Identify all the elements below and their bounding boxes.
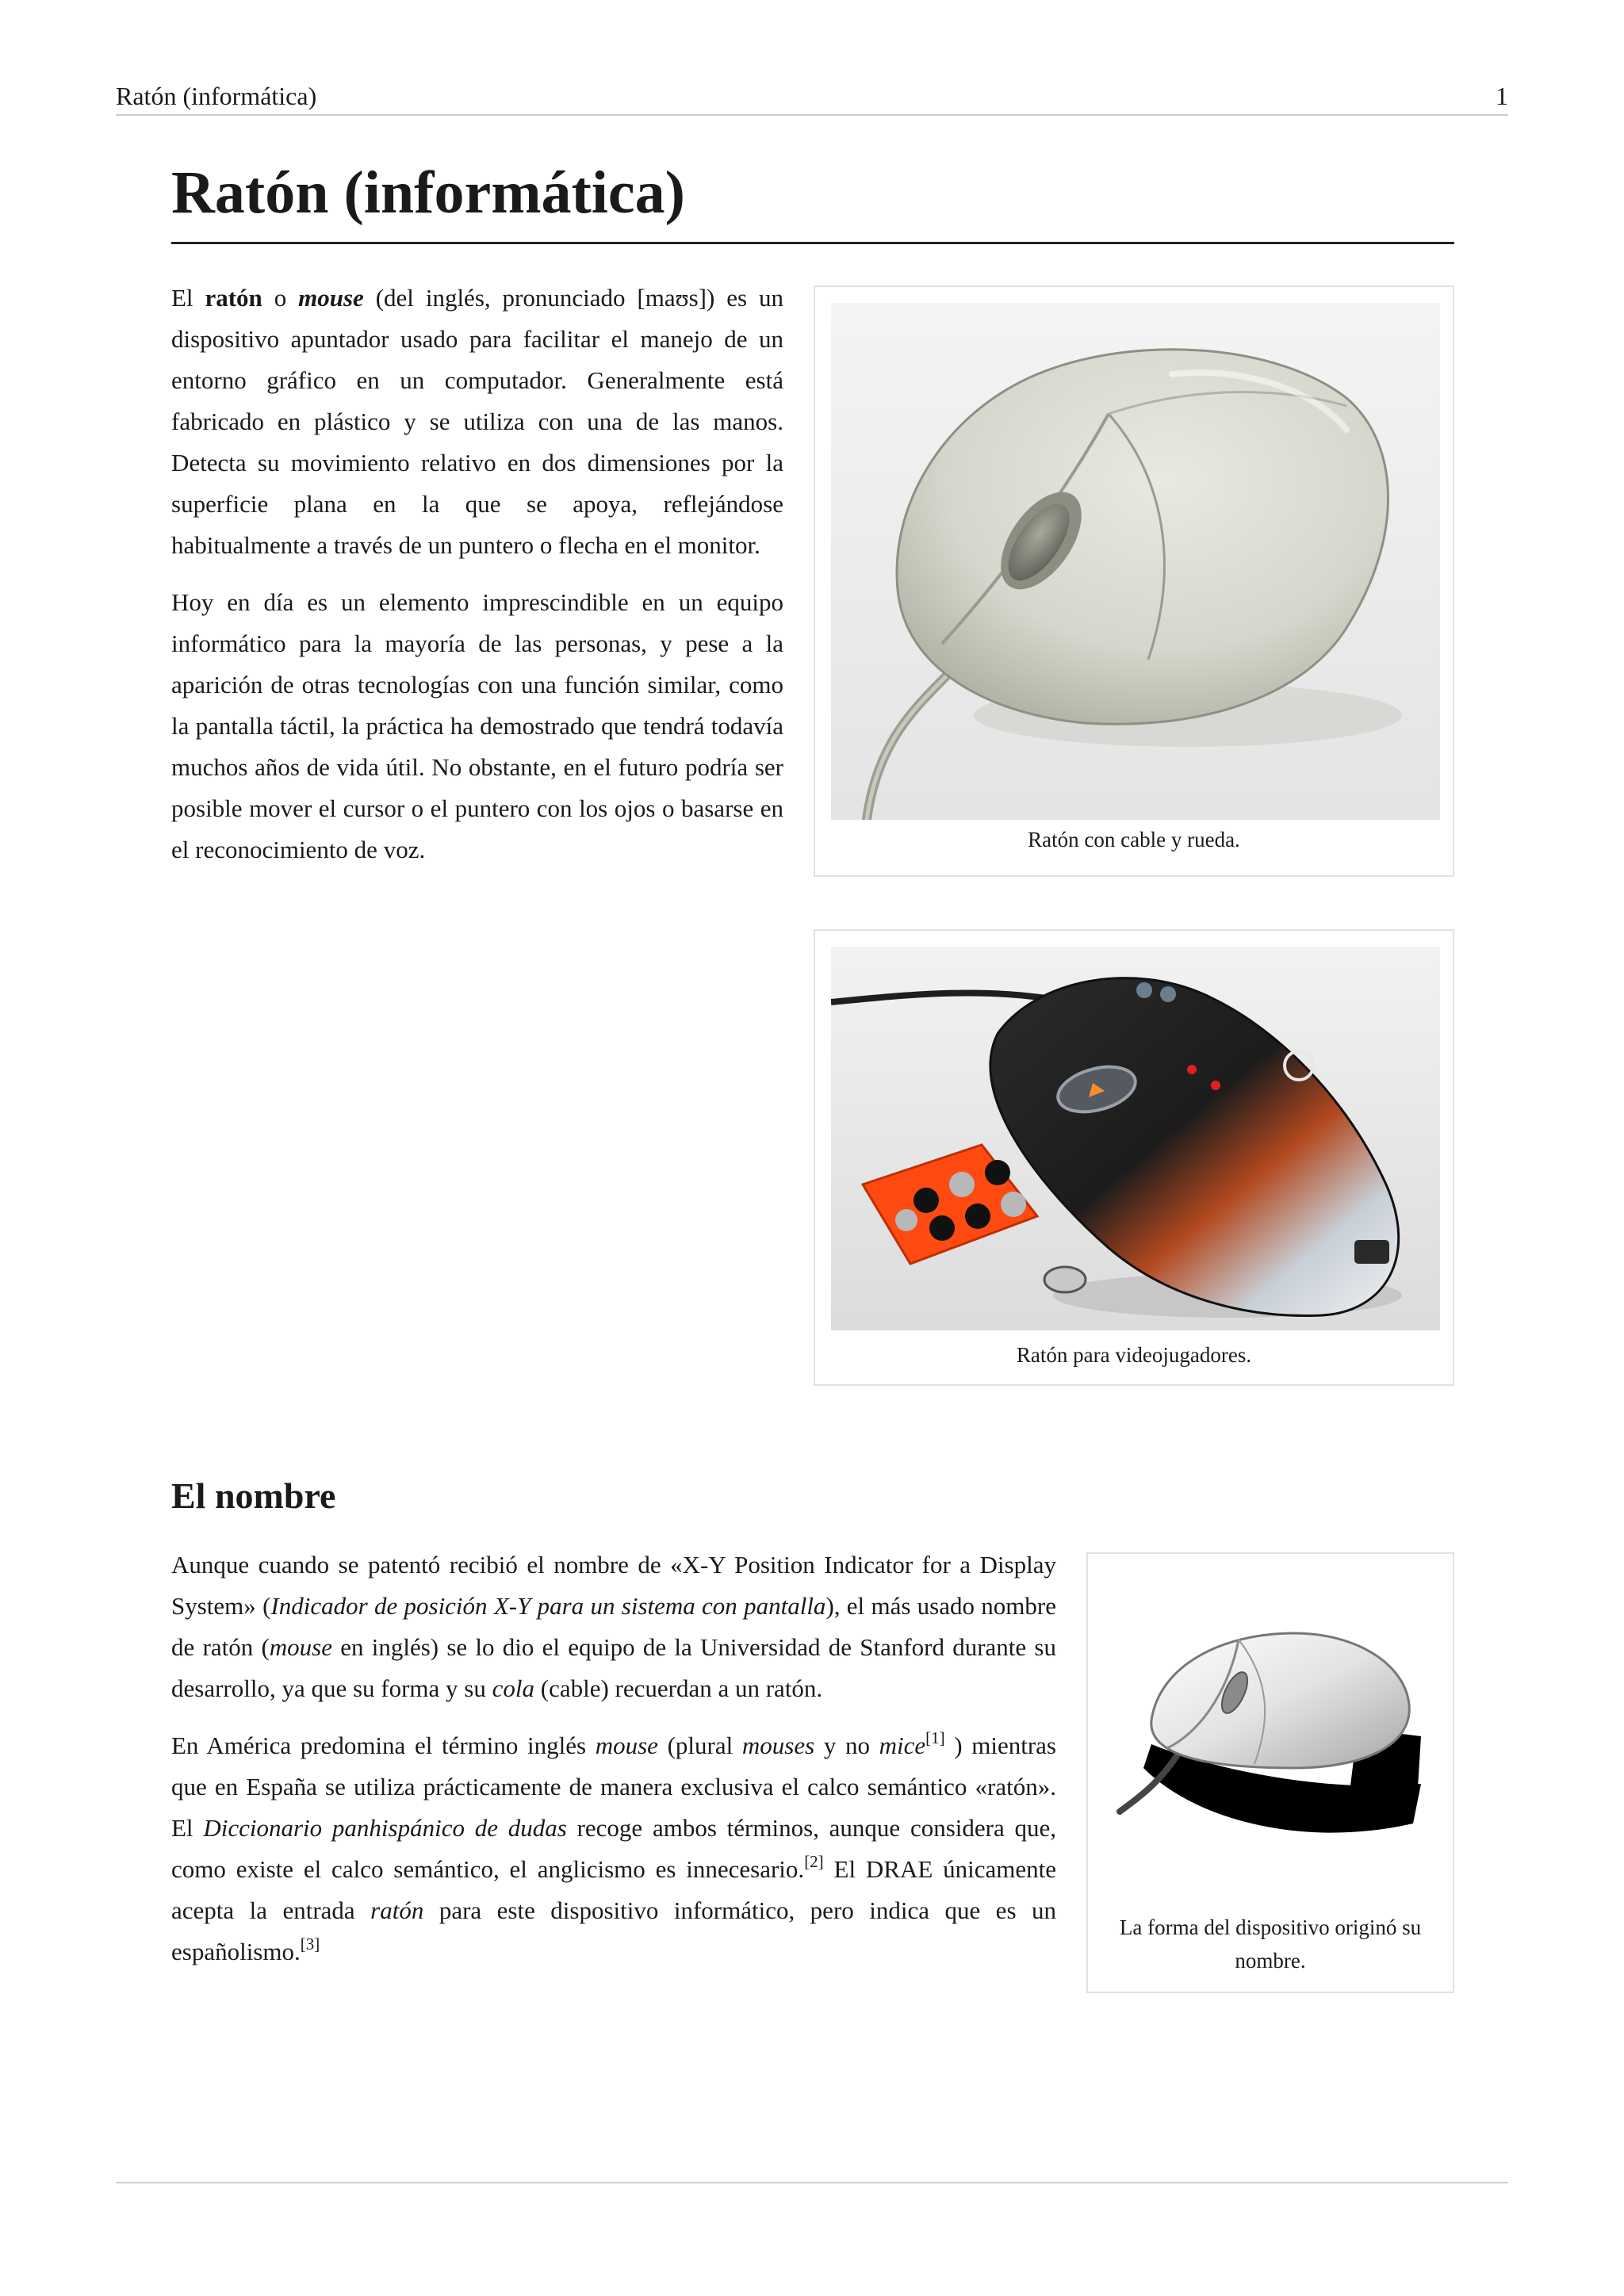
citation-link-2[interactable]: [2] <box>804 1852 824 1871</box>
footer-divider <box>116 2182 1508 2183</box>
intro-paragraph-1: El ratón o mouse (del inglés, pronunciado [maʊs]) es un dispositivo apuntador usado para facilitar el manejo de un entorno gráfico en un computador. Generalmente está fabricado en plástico y se utiliza con una de las manos. Detecta su movimiento relativo en dos dimensiones por la superficie plana en la que se apoya, reflejándose habitualmente a través de un puntero o flecha en el monitor. <box>171 284 783 559</box>
figure-caption: La forma del dispositivo originó su nombre. <box>1119 1915 1422 1973</box>
page-title: Ratón (informática) <box>171 159 1454 244</box>
page-number: 1 <box>1496 82 1508 110</box>
term-raton: ratón <box>205 284 262 312</box>
gaming-mouse-image <box>831 947 1440 1330</box>
section-el-nombre-text <box>171 1544 1056 1988</box>
figure-caption: Ratón para videojugadores. <box>1016 1343 1252 1367</box>
section-heading-el-nombre: El nombre <box>171 1475 336 1516</box>
figure-mouse-illustration <box>1086 1552 1454 1993</box>
nombre-paragraph-2: En América predomina el término inglés mouse (plural mouses y no mice[1] ) mientras que en España se utiliza prácticamente de manera exclusiva el calco semántico «ratón». El Diccionario panhispánico de dudas recoge ambos términos, aunque considera que, como existe el calco semántico, el anglicismo es innecesario.[2] El DRAE únicamente acepta la entrada ratón para este dispositivo informático, pero indica que es un españolismo.[3] <box>171 1728 1057 1965</box>
citation-link-3[interactable]: [3] <box>300 1934 320 1954</box>
running-header <box>116 78 1508 116</box>
intro-text <box>171 277 783 886</box>
nombre-paragraph-1: Aunque cuando se patentó recibió el nombre de «X-Y Position Indicator for a Display System» (Indicador de posición X-Y para un sistema con pantalla), el más usado nombre de ratón (mouse en inglés) se lo dio el equipo de la Universidad de Stanford durante su desarrollo, ya que su forma y su cola (cable) recuerdan a un ratón. <box>171 1551 1056 1702</box>
figure-wired-mouse <box>814 285 1454 877</box>
running-title: Ratón (informática) <box>116 82 317 110</box>
citation-link-1[interactable]: [1] <box>925 1728 945 1747</box>
figure-gaming-mouse <box>814 929 1454 1386</box>
figure-caption: Ratón con cable y rueda. <box>1028 828 1240 851</box>
term-mouse: mouse <box>298 284 364 312</box>
wired-mouse-image <box>831 303 1440 820</box>
mouse-illustration-image <box>1104 1586 1440 1887</box>
intro-paragraph-2: Hoy en día es un elemento imprescindible en un equipo informático para la mayoría de las personas, y pese a la aparición de otras tecnologías con una función similar, como la pantalla táctil, la práctica ha demostrado que tendrá todavía muchos años de vida útil. No obstante, en el futuro podría ser posible mover el cursor o el puntero con los ojos o basarse en el reconocimiento de voz. <box>171 588 783 863</box>
